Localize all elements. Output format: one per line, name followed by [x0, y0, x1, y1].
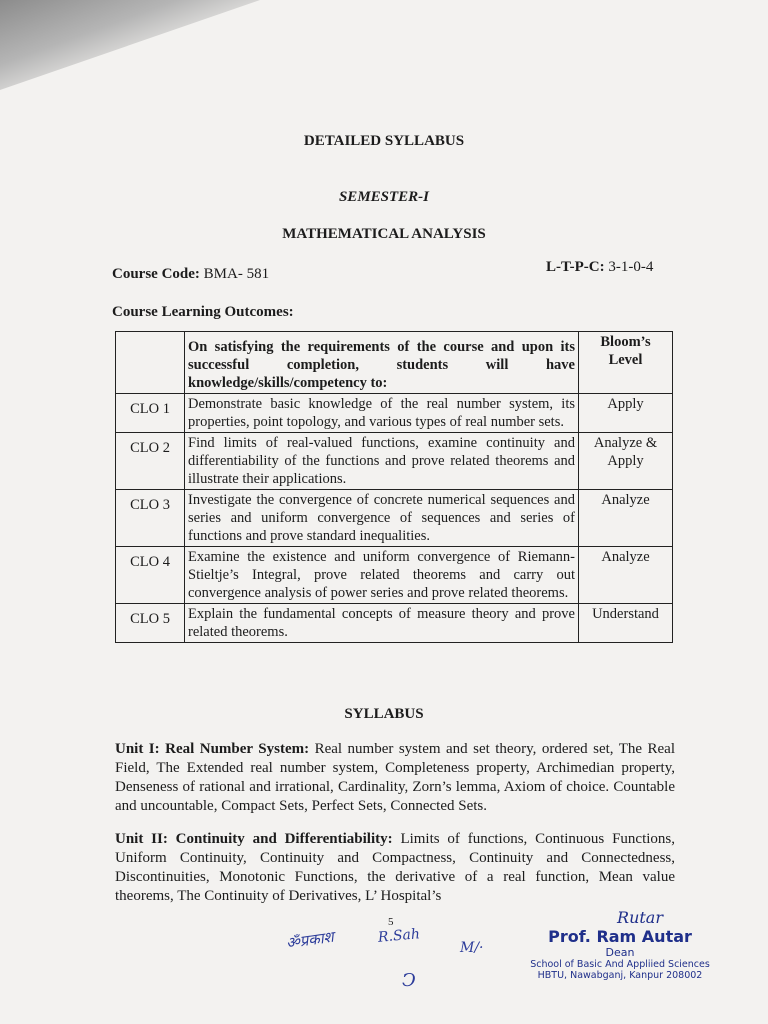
clo-level: Analyze & Apply — [579, 433, 673, 490]
header-description: On satisfying the requirements of the course and upon its successful completion, students will have knowledge/skills/competency to: — [185, 332, 579, 394]
course-code-value: BMA- 581 — [203, 266, 270, 282]
school-name: School of Basic And Appliied Sciences — [530, 959, 710, 970]
ltpc-value: 3-1-0-4 — [608, 259, 654, 275]
semester-heading: SEMESTER-I — [338, 189, 430, 205]
ltpc — [546, 259, 653, 276]
unit-2-paragraph — [115, 830, 675, 906]
clo-code: CLO 1 — [116, 394, 185, 433]
dean-name: Prof. Ram Autar — [548, 927, 692, 946]
table-row — [116, 604, 673, 643]
clo-code: CLO 3 — [116, 490, 185, 547]
signature-2: R.Sah — [377, 926, 421, 946]
clo-description: Examine the existence and uniform convergence of Riemann-Stieltje’s Integral, prove related theorems and carry out convergence analysis of power series and prove related theorems. — [185, 547, 579, 604]
clo-description: Demonstrate basic knowledge of the real number system, its properties, point topology, and various types of real number sets. — [185, 394, 579, 433]
clo-code: CLO 4 — [116, 547, 185, 604]
clo-description: Investigate the convergence of concrete numerical sequences and series and uniform convergence of sequences and series of functions and prove standard inequalities. — [185, 490, 579, 547]
unit-1-text: Real number system and set theory, ordered set, The Real Field, The Extended real number system, Completeness property, Archimedian property, Denseness of rational and irrational, Cardinality, Zorn’s lemma, Axiom of choice. Countable and uncountable, Compact Sets, Perfect Sets, Connected Sets. — [115, 741, 676, 814]
header-blooms-level: Bloom’s Level — [579, 332, 673, 394]
ltpc-label: L-T-P-C: — [546, 259, 605, 275]
page-number: 5 — [388, 916, 394, 928]
course-code-label: Course Code: — [112, 266, 200, 282]
table-row — [116, 394, 673, 433]
dean-title: Dean — [605, 946, 635, 959]
signature-4: Ↄ — [402, 970, 416, 991]
clo-description: Explain the fundamental concepts of measure theory and prove related theorems. — [185, 604, 579, 643]
clo-table-header — [116, 332, 673, 394]
clo-description: Find limits of real-valued functions, examine continuity and differentiability of the functions and prove related theorems and illustrate their applications. — [185, 433, 579, 490]
university-address: HBTU, Nawabganj, Kanpur 208002 — [537, 970, 703, 981]
page-corner-shadow — [0, 0, 260, 90]
course-code — [112, 266, 269, 283]
dean-signature: Rutar — [617, 908, 663, 927]
clo-level: Analyze — [579, 490, 673, 547]
unit-1-title: Unit I: Real Number System: — [115, 741, 310, 757]
header-code-cell — [116, 332, 185, 394]
clo-level: Understand — [579, 604, 673, 643]
clo-level: Apply — [579, 394, 673, 433]
signature-3: M/· — [460, 940, 484, 956]
document-title: DETAILED SYLLABUS — [303, 133, 465, 149]
syllabus-heading: SYLLABUS — [344, 706, 424, 722]
clo-table — [115, 331, 673, 643]
table-row — [116, 547, 673, 604]
signature-1: ॐप्रकाश — [284, 927, 335, 953]
clo-code: CLO 5 — [116, 604, 185, 643]
unit-1-paragraph — [115, 740, 675, 816]
unit-2-title: Unit II: Continuity and Differentiability: — [115, 831, 393, 847]
clo-code: CLO 2 — [116, 433, 185, 490]
unit-2-text: Limits of functions, Continuous Functions, Uniform Continuity, Continuity and Compactness, Continuity and Connectedness, Discontinuities, Monotonic Functions, the derivative of a real function, Mean value theorems, The Continuity of Derivatives, L’ Hospital’s — [115, 831, 675, 904]
table-row — [116, 490, 673, 547]
subject-heading: MATHEMATICAL ANALYSIS — [282, 226, 486, 242]
dean-stamp — [530, 908, 710, 981]
learning-outcomes-heading: Course Learning Outcomes: — [112, 304, 294, 320]
clo-level: Analyze — [579, 547, 673, 604]
table-row — [116, 433, 673, 490]
